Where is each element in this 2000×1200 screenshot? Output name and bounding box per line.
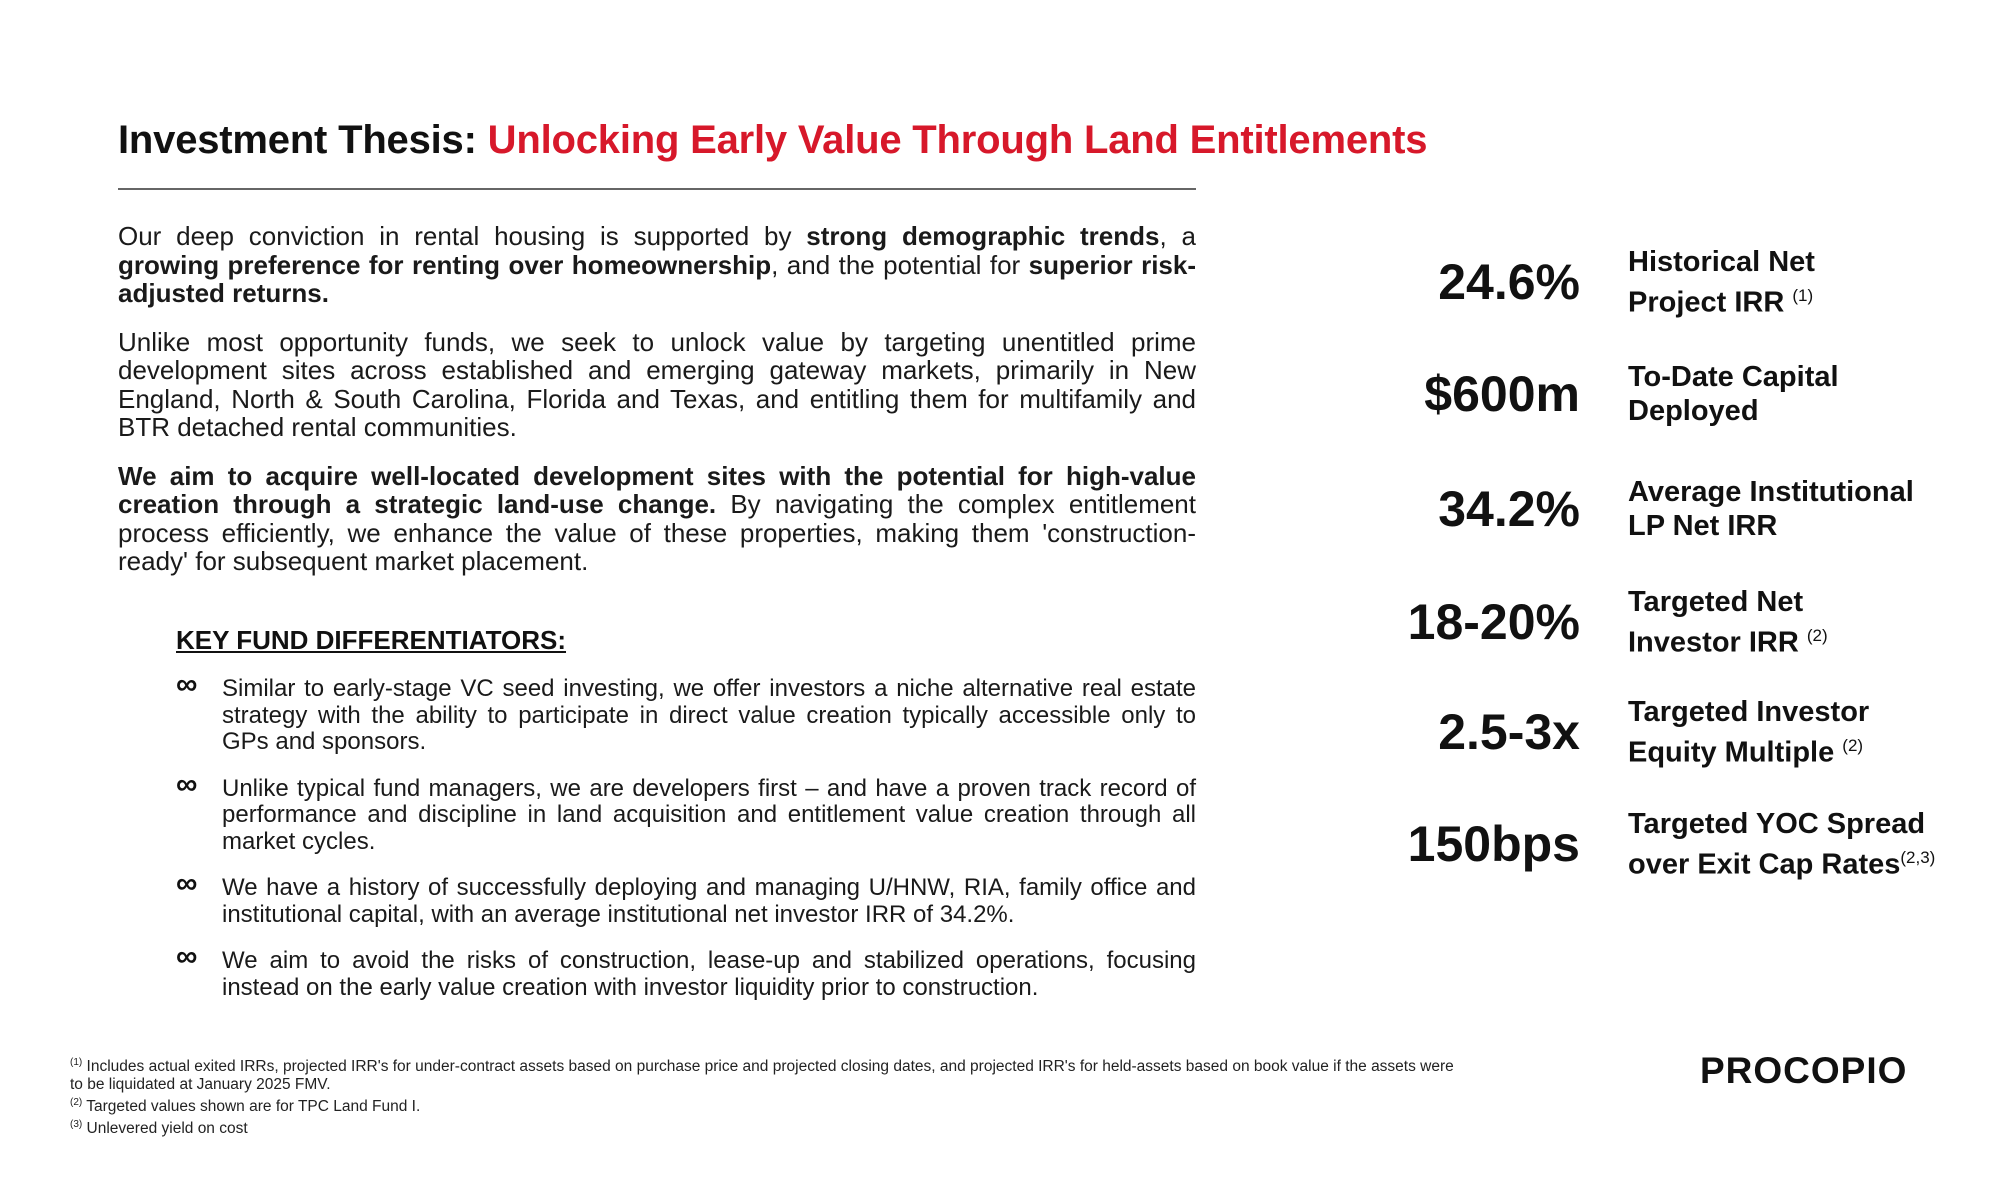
footnote-mark: (2) xyxy=(70,1097,83,1109)
stat-historical-net-project-irr xyxy=(1370,245,2000,320)
stat-label xyxy=(1628,245,1958,320)
list-item xyxy=(176,668,1196,756)
footnote-text: Includes actual exited IRRs, projected IRR's for under-contract assets based on purchase price and projected closing dates, and projected IRR's for held-assets based on book value if the assets were to be liquidated at January 2025 FMV. xyxy=(70,1058,1454,1094)
stat-label-line: over Exit Cap Rates xyxy=(1628,848,1901,881)
thesis-body xyxy=(118,222,1196,596)
thesis-paragraph-3 xyxy=(118,462,1196,576)
list-item xyxy=(176,867,1196,928)
thesis-paragraph-1 xyxy=(118,222,1196,308)
infinity-bullet-icon: ∞ xyxy=(176,767,198,801)
footnote-mark: (3) xyxy=(70,1119,83,1131)
stat-value: 24.6% xyxy=(1438,254,1580,311)
stat-label xyxy=(1628,807,1958,882)
list-item xyxy=(176,767,1196,856)
footnote-item xyxy=(70,1116,1470,1138)
stat-label-line: LP Net IRR xyxy=(1628,510,1778,542)
thesis-paragraph-2 xyxy=(118,328,1196,442)
differentiators-heading: KEY FUND DIFFERENTIATORS: xyxy=(176,625,567,655)
list-item-text: Similar to early-stage VC seed investing, we offer investors a niche alternative real estate strategy with the ability to participate in direct value creation typically accessible only to GPs and sponsors. xyxy=(222,675,1196,755)
stat-label-line: To-Date Capital xyxy=(1628,361,1839,393)
stat-footnote-ref: (2) xyxy=(1806,626,1828,645)
text-run: Our deep conviction in rental housing is supported by xyxy=(118,221,807,251)
text-run: Unlike most opportunity funds, we seek to unlock value by targeting unentitled prime development sites across established and emerging gateway markets, primarily in New England, North & South Carolina, Florida and Texas, and entitling them for multifamily and BTR detached rental communities. xyxy=(118,326,1196,442)
procopio-logo: PROCOPIO xyxy=(1700,1050,1908,1091)
stat-targeted-equity-multiple xyxy=(1370,695,2000,770)
stat-label-line: Historical Net xyxy=(1628,246,1815,278)
stat-value: 18-20% xyxy=(1407,594,1580,651)
list-item xyxy=(176,940,1196,1001)
stat-label xyxy=(1628,360,1958,428)
text-run-bold: growing preference for renting over homeownership xyxy=(118,249,772,280)
footnote-text: Unlevered yield on cost xyxy=(86,1120,248,1138)
stat-label-line: Average Institutional xyxy=(1628,476,1914,508)
stat-institutional-lp-net-irr xyxy=(1370,475,2000,543)
stat-label-line: Targeted Net xyxy=(1628,586,1804,618)
stat-capital-deployed xyxy=(1370,360,2000,428)
footnote-text: Targeted values shown are for TPC Land Fund I. xyxy=(86,1098,421,1116)
list-item-text: We have a history of successfully deploying and managing U/HNW, RIA, family office and institutional capital, with an average institutional net investor IRR of 34.2%. xyxy=(222,874,1196,928)
title-prefix: Investment Thesis: xyxy=(118,118,477,162)
list-item-text: We aim to avoid the risks of construction, lease-up and stabilized operations, focusing instead on the early value creation with investor liquidity prior to construction. xyxy=(222,947,1196,1001)
infinity-bullet-icon: ∞ xyxy=(176,867,198,900)
stat-value: 34.2% xyxy=(1438,481,1580,537)
text-run: , and the potential for xyxy=(771,249,1029,280)
infinity-bullet-icon: ∞ xyxy=(176,940,198,973)
stat-label-line: Targeted Investor xyxy=(1628,696,1870,728)
stat-label-line: Investor IRR xyxy=(1628,626,1799,659)
stat-label-line: Project IRR xyxy=(1628,286,1785,319)
text-run-bold: We aim to acquire well-located development sites with the potential for high-value creation through a strategic land-use change. xyxy=(118,460,1196,519)
stat-targeted-yoc-spread xyxy=(1370,807,2000,882)
infinity-bullet-icon: ∞ xyxy=(176,668,198,701)
stat-targeted-net-investor-irr xyxy=(1370,585,2000,660)
footnote-item xyxy=(70,1094,1470,1116)
stat-label xyxy=(1628,585,1958,660)
text-run: By navigating the complex entitlement process efficiently, we enhance the value of these properties, making them 'construction-ready' for subsequent market placement. xyxy=(118,489,1196,576)
stat-footnote-ref: (1) xyxy=(1792,286,1814,305)
list-item-text: Unlike typical fund managers, we are developers first – and have a proven track record of performance and discipline in land acquisition and entitlement value creation through all market cycles. xyxy=(222,774,1196,855)
stat-label xyxy=(1628,475,1958,543)
page-title xyxy=(118,118,1427,163)
stat-label-line: Deployed xyxy=(1628,395,1759,427)
stat-value: $600m xyxy=(1424,366,1580,422)
stat-value: 150bps xyxy=(1407,816,1580,873)
differentiators-list xyxy=(176,668,1196,1021)
title-divider xyxy=(118,188,1196,190)
footnote-mark: (1) xyxy=(70,1057,83,1068)
footnote-item xyxy=(70,1054,1470,1094)
text-run-bold: strong demographic trends xyxy=(806,221,1160,251)
text-run: , a xyxy=(1159,221,1196,251)
stat-value: 2.5-3x xyxy=(1438,704,1580,761)
text-run-bold: superior risk-adjusted returns. xyxy=(118,249,1196,308)
footnotes xyxy=(70,1054,1470,1138)
title-highlight: Unlocking Early Value Through Land Entitlements xyxy=(487,118,1428,162)
stat-label-line: Equity Multiple xyxy=(1628,736,1835,769)
stat-label-line: Targeted YOC Spread xyxy=(1628,808,1926,840)
stat-footnote-ref: (2) xyxy=(1842,736,1864,755)
stat-footnote-ref: (2,3) xyxy=(1900,848,1936,867)
stat-label xyxy=(1628,695,1958,770)
